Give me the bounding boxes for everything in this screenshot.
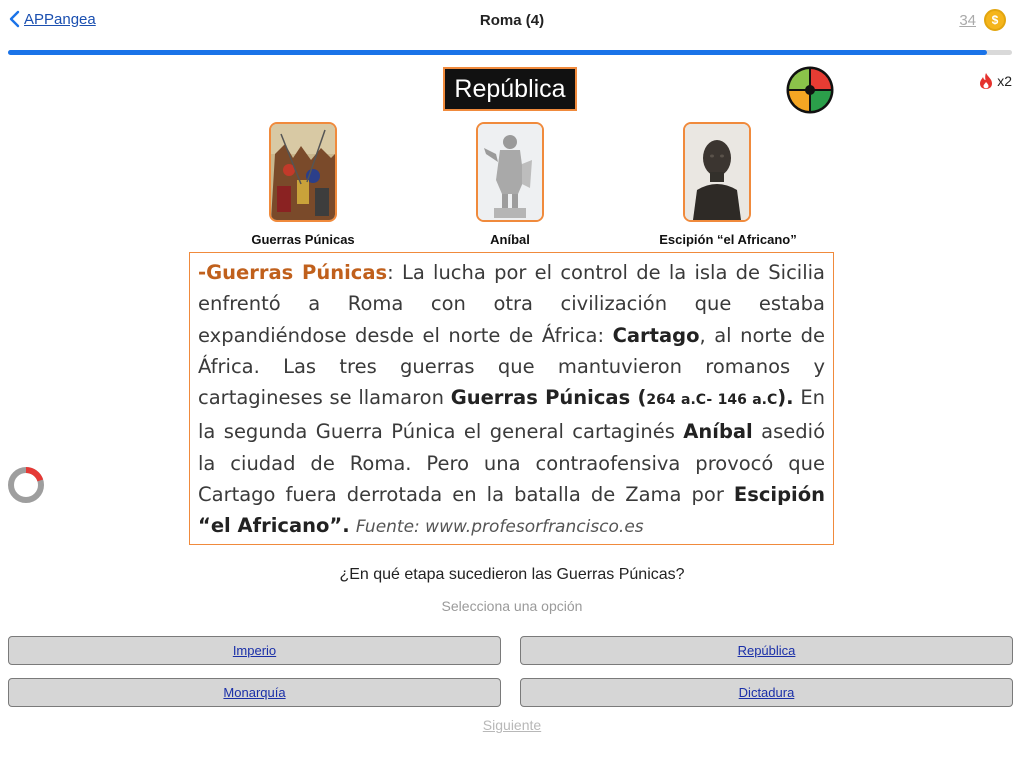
text-part: asedió la ciudad de Roma. Pero una contraofensiva provocó que Cartago fuera derrotada en la batalla de Zama por bbox=[198, 420, 825, 507]
top-bar bbox=[0, 0, 1024, 44]
text-source: Fuente: www.profesorfrancisco.es bbox=[355, 517, 644, 538]
option-label: República bbox=[737, 643, 796, 658]
option-monarquia-button[interactable] bbox=[8, 678, 501, 707]
fire-icon bbox=[979, 72, 993, 90]
text-part: En la segunda Guerra Púnica el general cartaginés bbox=[198, 386, 825, 444]
option-label: Monarquía bbox=[223, 685, 286, 700]
text-bold: ). bbox=[777, 386, 794, 410]
text-heading: -Guerras Púnicas bbox=[198, 261, 388, 284]
image-escipion bbox=[683, 122, 751, 222]
hint-text: Selecciona una opción bbox=[441, 598, 583, 614]
progress-fill bbox=[8, 50, 987, 55]
back-button[interactable] bbox=[8, 10, 96, 28]
streak-indicator bbox=[979, 72, 1012, 90]
text-bold: Aníbal bbox=[683, 420, 753, 444]
stage-badge: República bbox=[443, 67, 577, 111]
chevron-left-icon bbox=[8, 10, 20, 28]
next-button[interactable]: Siguiente bbox=[482, 717, 542, 733]
back-label: APPangea bbox=[24, 10, 96, 28]
page-title: Roma (4) bbox=[479, 12, 545, 29]
option-dictadura-button[interactable] bbox=[520, 678, 1013, 707]
caption-anibal: Aníbal bbox=[490, 232, 530, 247]
info-text bbox=[189, 252, 834, 545]
coin-icon: $ bbox=[984, 9, 1006, 31]
caption-guerras-punicas: Guerras Púnicas bbox=[251, 232, 355, 247]
image-guerras-punicas bbox=[269, 122, 337, 222]
text-bold: Cartago bbox=[612, 323, 700, 347]
image-anibal bbox=[476, 122, 544, 222]
coin-count: 34 bbox=[959, 11, 976, 29]
question-text: ¿En qué etapa sucedieron las Guerras Púnicas? bbox=[339, 566, 685, 583]
caption-escipion: Escipión “el Africano” bbox=[659, 232, 797, 247]
text-dates: 264 a.C- 146 a.C bbox=[646, 392, 778, 409]
option-label: Dictadura bbox=[738, 685, 795, 700]
option-republica-button[interactable] bbox=[520, 636, 1013, 665]
text-bold: Guerras Púnicas ( bbox=[450, 386, 647, 410]
text-part: : La lucha por el control de la isla de Sicilia enfrentó a Roma con otra civilización que estaba expandiéndose desde el norte de África: bbox=[198, 261, 825, 347]
timer-icon bbox=[7, 466, 45, 504]
progress-bar bbox=[8, 50, 1012, 55]
puzzle-icon[interactable] bbox=[785, 65, 835, 115]
coin-counter[interactable] bbox=[959, 9, 1006, 31]
option-imperio-button[interactable] bbox=[8, 636, 501, 665]
text-bold: Escipión “el Africano”. bbox=[198, 483, 825, 538]
option-label: Imperio bbox=[232, 643, 277, 658]
text-part: , al norte de África. Las tres guerras que mantuvieron romanos y cartagineses se llamaron bbox=[198, 323, 825, 410]
streak-label: x2 bbox=[997, 73, 1012, 89]
